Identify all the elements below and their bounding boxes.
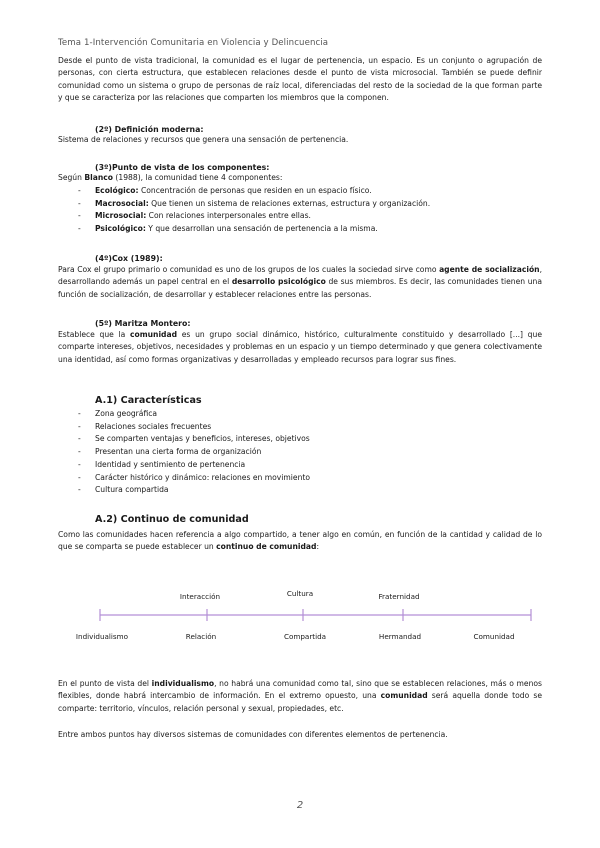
timeline-label-individualismo: Individualismo (75, 632, 129, 641)
timeline-label-comunidad: Comunidad (473, 632, 515, 641)
componentes-list (58, 185, 542, 236)
final-paragraph-2: Entre ambos puntos hay diversos sistemas de comunidades con diferentes elementos de pertenencia. (58, 730, 448, 739)
timeline-label-hermandad: Hermandad (378, 632, 422, 641)
section-heading-componentes: (3º)Punto de vista de los componentes: (95, 163, 270, 172)
list-item: - Cultura compartida (58, 484, 542, 497)
timeline-label-interaccion: Interacción (179, 592, 221, 601)
timeline-label-cultura: Cultura (286, 589, 314, 598)
list-item: - Macrosocial: Que tienen un sistema de relaciones externas, estructura y organización. (58, 198, 542, 211)
list-item: - Zona geográfica (58, 408, 542, 421)
section-heading-definicion-moderna: (2º) Definición moderna: (95, 125, 204, 134)
page-header: Tema 1-Intervención Comunitaria en Violencia y Delincuencia (58, 38, 329, 48)
timeline-label-relacion: Relación (185, 632, 217, 641)
list-item: - Ecológico: Concentración de personas que residen en un espacio físico. (58, 185, 542, 198)
page-number: 2 (296, 800, 304, 811)
list-item: - Identidad y sentimiento de pertenencia (58, 459, 542, 472)
timeline-label-fraternidad: Fraternidad (378, 592, 420, 601)
cox-paragraph: Para Cox el grupo primario o comunidad es uno de los grupos de los cuales la sociedad sirve como agente de socialización, desarrollando además un papel central en el desarrollo psicológico de sus miembros. Es decir, las comunidades tienen una función de socialización, de desarrollar y establecer relaciones entre las personas. (58, 265, 543, 299)
list-item: - Se comparten ventajas y beneficios, intereses, objetivos (58, 433, 542, 446)
list-item: - Carácter histórico y dinámico: relaciones en movimiento (58, 472, 542, 485)
list-item: - Microsocial: Con relaciones interpersonales entre ellas. (58, 210, 542, 223)
intro-paragraph: Desde el punto de vista tradicional, la comunidad es el lugar de pertenencia, un espacio. Es un conjunto o agrupación de personas, con cierta estructura, que establecen relaciones desde el punto de vista microsocial. También se puede definir comunidad como un sistema o grupo de personas de raíz local, diferenciadas del resto de la sociedad de la que forman parte y que se caracteriza por las relaciones que comparten los miembros que la componen. (58, 56, 542, 103)
list-item: - Relaciones sociales frecuentes (58, 421, 542, 434)
section-heading-cox: (4º)Cox (1989): (95, 254, 163, 263)
timeline-label-compartida: Compartida (283, 632, 327, 641)
definicion-moderna-text: Sistema de relaciones y recursos que genera una sensación de pertenencia. (58, 135, 349, 144)
montero-paragraph: Establece que la comunidad es un grupo social dinámico, histórico, culturalmente constituido y desarrollado [...] que comparte intereses, objetivos, necesidades y problemas en un espacio y un tiempo determinado y que genera colectivamente una identidad, así como formas organizativas y desarrolladas y empleado recursos para lograr sus fines. (58, 330, 542, 364)
heading-caracteristicas: A.1) Características (95, 395, 202, 406)
section-heading-montero: (5º) Maritza Montero: (95, 319, 191, 328)
componentes-lead: Según Blanco (1988), la comunidad tiene 4 componentes: (58, 173, 283, 182)
list-item: - Psicológico: Y que desarrollan una sensación de pertenencia a la misma. (58, 223, 542, 236)
final-paragraph-1: En el punto de vista del individualismo, no habrá una comunidad como tal, sino que se establecen relaciones, más o menos flexibles, donde habrá intercambio de información. En el extremo opuesto, una comunidad será aquella donde todo se comparte: territorio, vínculos, relación personal y sexual, propiedades, etc. (58, 679, 543, 713)
continuo-paragraph: Como las comunidades hacen referencia a algo compartido, a tener algo en común, en función de la cantidad y calidad de lo que se comparta se puede establecer un continuo de comunidad: (58, 530, 542, 552)
caracteristicas-list (58, 408, 542, 497)
list-item: - Presentan una cierta forma de organización (58, 446, 542, 459)
heading-continuo: A.2) Continuo de comunidad (95, 514, 249, 525)
